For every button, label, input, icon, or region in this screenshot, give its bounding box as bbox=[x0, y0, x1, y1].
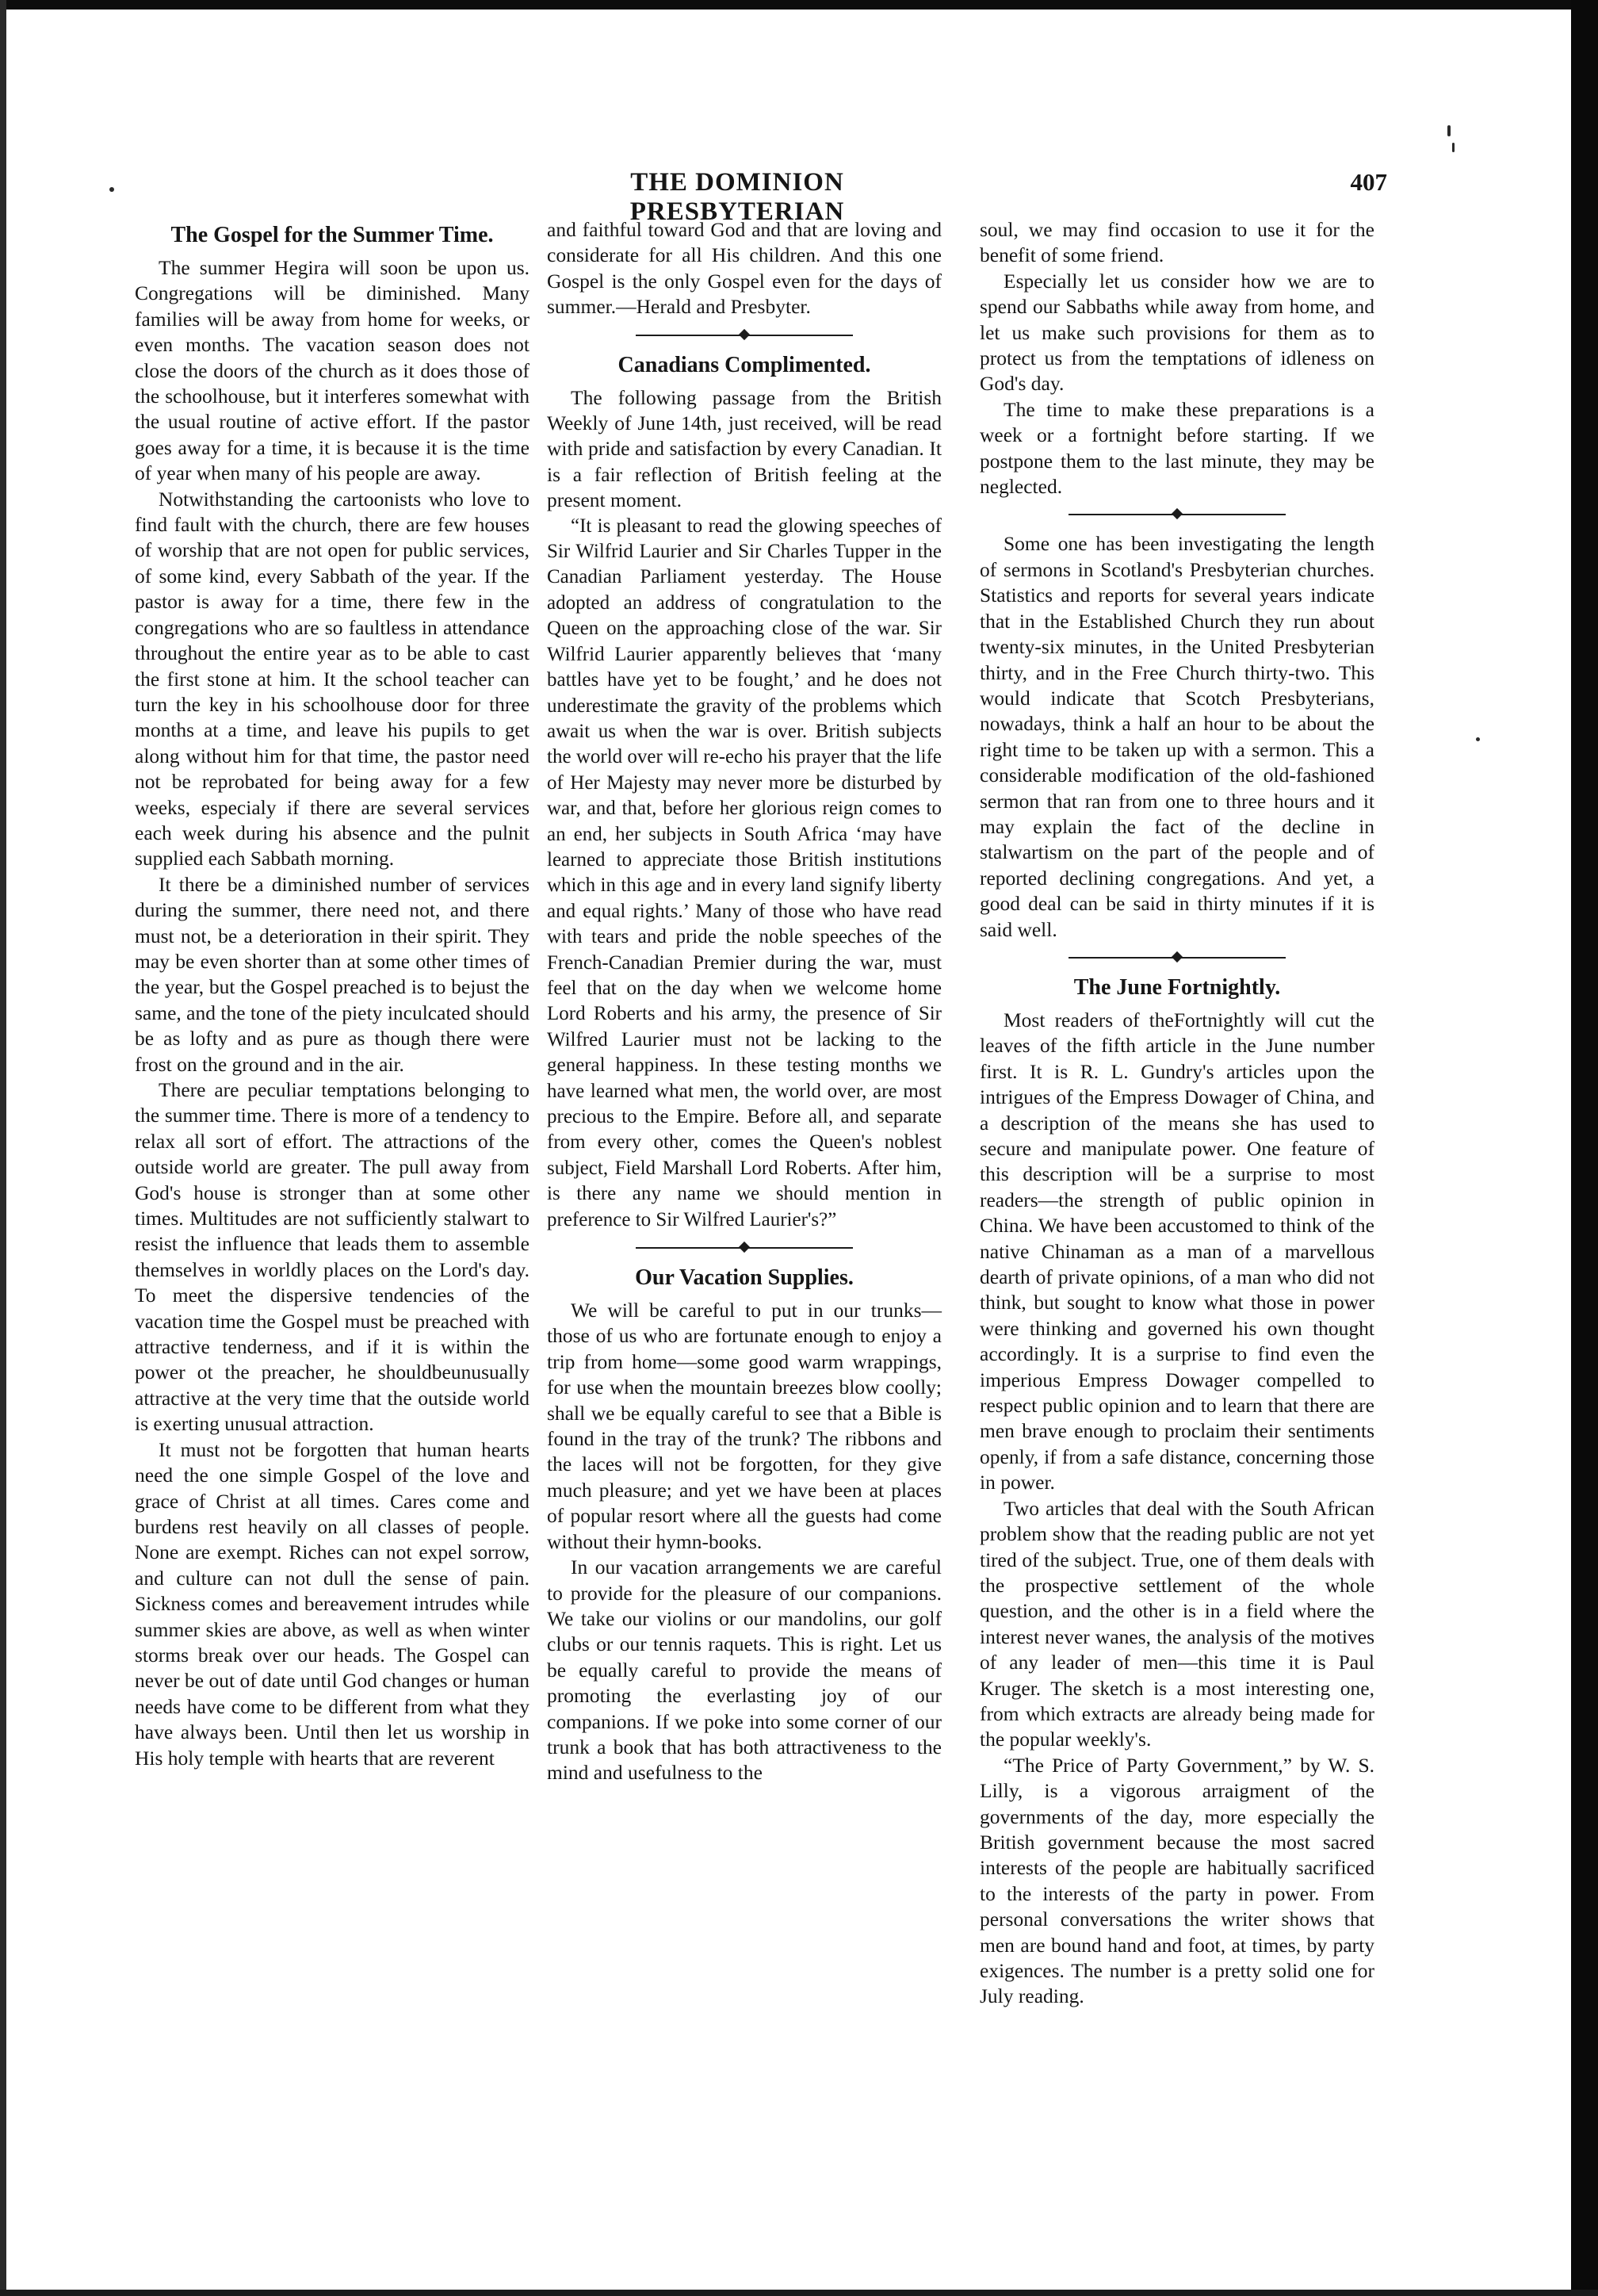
column-2 bbox=[547, 217, 942, 1786]
article-paragraph: There are peculiar temptations belonging to the summer time. There is more of a tendency to relax all sort of effort. The attractions of the outside world are greater. The pull away from God's house is stronger than at some other times. Multitudes are not sufficiently stalwart to resist the influence that leads them to assemble themselves in worldly places on the Lord's day. To meet the dispersive tendencies of the vacation time the Gospel must be preached with attractive tenderness, and if it is within the power ot the preacher, he shouldbeunusually attractive at the very time that the outside world is exerting unusual attraction. bbox=[135, 1078, 529, 1436]
article-quotation: “It is pleasant to read the glowing speeches of Sir Wilfrid Laurier and Sir Charles Tupper in the Canadian Parliament yesterday. The House adopted an address of congratulation to the Queen on the approaching close of the war. Sir Wilfrid Laurier apparently believes that ‘many battles have yet to be fought,’ and he does not underestimate the gravity of the problems which await us when the war is over. British subjects the world over will re-echo his prayer that the life of Her Majesty may never more be disturbed by war, and that, before her glorious reign comes to an end, her subjects in South Africa ‘may have learned to appreciate those British institutions which in this age and in every land signify liberty and equal rights.’ Many of those who have read with tears and pride the noble speeches of the French-Canadian Premier during the war, must feel that on the day when we welcome home Lord Roberts and his army, the presence of Sir Wilfred Laurier must not be lacking to the general happiness. In these testing months we have learned what men, the world over, are most precious to the Empire. Before all, and separate from every other, comes the Queen's noblest subject, Field Marshall Lord Roberts. After him, is there any name we should mention in preference to Sir Wilfred Laurier's?” bbox=[547, 515, 942, 1230]
page-number: 407 bbox=[1350, 168, 1387, 196]
ink-speck bbox=[1476, 737, 1480, 741]
scan-edge-top bbox=[0, 0, 1598, 10]
column-1 bbox=[135, 217, 529, 1771]
divider-diamond-icon bbox=[739, 329, 750, 340]
divider-diamond-icon bbox=[1172, 951, 1183, 962]
section-divider bbox=[547, 325, 942, 346]
article-continuation: soul, we may find occasion to use it for the benefit of some friend. bbox=[980, 218, 1374, 267]
page-header bbox=[119, 168, 1387, 226]
article-paragraph: We will be careful to put in our trunks—those of us who are fortunate enough to enjoy a trip from home—some good warm wrappings, for use when the mountain breezes blow coolly; shall we be equally careful to see that a Bible is found in the tray of the trunk? The ribbons and the laces will not be forgotten, for they give much pleasure; and yet we have been at places of popular resort where all the guests had come without their hymn-books. bbox=[547, 1299, 942, 1553]
article-title-june-fortnightly: The June Fortnightly. bbox=[1073, 974, 1281, 1000]
article-paragraph: The summer Hegira will soon be upon us. Congregations will be diminished. Many families will be away from home for weeks, or even months. The vacation season does not close the doors of the church as it does those of the schoolhouse, but it interferes somewhat with the usual routine of active effort. If the pastor goes away for a time, it is because it is the time of year when many of his people are away. bbox=[135, 256, 529, 485]
article-paragraph: In our vacation arrangements we are careful to provide for the pleasure of our companions. We take our violins or our mandolins, our golf clubs or our tennis raquets. This is right. Let us be equally careful to provide the means of promoting the everlasting joy of our companions. If we poke into some corner of our trunk a book that has both attractiveness to the mind and usefulness to the bbox=[547, 1556, 942, 1785]
article-paragraph: It must not be forgotten that human hearts need the one simple Gospel of the love and grace of Christ at all times. Cares come and burdens rest heavily on all classes of people. None are exempt. Riches can not expel sorrow, and culture can not dull the sense of pain. Sickness comes and bereavement intrudes while summer skies are above, as well as when winter storms break over our heads. The Gospel can never be out of date until God changes or human needs have come to be different from what they have always been. Until then let us worship in His holy temple with hearts that are reverent bbox=[135, 1437, 529, 1770]
article-paragraph: Some one has been investigating the length of sermons in Scotland's Presbyterian churches. Statistics and reports for several years indicate that in the Established Church they run about twenty-six minutes, in the United Presbyterian thirty, and in the Free Church thirty-two. This would indicate that Scotch Presbyterians, nowadays, think a half an hour to be about the right time to be taken up with a sermon. This a considerable modification of the old-fashioned sermon that ran from one to three hours and it may explain the fact of the decline in stalwartism on the part of the people and of reported declining congregations. And yet, a good deal can be said in thirty minutes if it is said well. bbox=[980, 532, 1374, 941]
article-paragraph: It there be a diminished number of services during the summer, there need not, and there must not, be a deterioration in their spirit. They may be even shorter than at some other times of the year, but the Gospel preached is to bejust the same, and the tone of the piety inculcated should be as lofty and as pure as though there were frost on the ground and in the air. bbox=[135, 872, 529, 1076]
article-paragraph: Most readers of theFortnightly will cut the leaves of the fifth article in the June number first. It is R. L. Gundry's articles upon the intrigues of the Empress Dowager of China, and a description of the means she has used to secure and manipulate power. One feature of this description will be a surprise to most readers—the strength of public opinion in China. We have been accustomed to think of the native Chinaman as a man of a marvellous dearth of private opinions, of a man who did not think, but sought to know what those in power were thinking and governed his own thought accordingly. It is a surprise to find even the imperious Empress Dowager compelled to respect public opinion and to learn that there are men brave enough to proclaim their sentiments openly, if from a safe distance, concerning those in power. bbox=[980, 1008, 1374, 1494]
article-paragraph: Notwithstanding the cartoonists who love to find fault with the church, there are few houses of worship that are not open for public services, of some kind, every Sabbath of the year. If the pastor is away for a time, there few in the congregations who are so faultless in attendance throughout the entire year as to be able to cast the first stone at him. It the school teacher can turn the key in his schoolhouse door for three months at a time, and leave his pupils to get along without him for that time, the pastor need not be reprobated for being away for a few weeks, especialy if there are several services each week during his absence and the pulnit supplied each Sabbath morning. bbox=[135, 487, 529, 871]
article-paragraph: The time to make these preparations is a week or a fortnight before starting. If we postpone them to the last minute, they may be neglected. bbox=[980, 397, 1374, 499]
article-title-gospel-summer: The Gospel for the Summer Time. bbox=[170, 223, 494, 247]
running-title: THE DOMINION PRESBYTERIAN bbox=[629, 168, 845, 226]
ink-speck bbox=[109, 187, 114, 192]
article-paragraph: “The Price of Party Government,” by W. S. Lilly, is a vigorous arraigment of the governments of the day, more especially the British government because the most sacred interests of the people are habitually sacrificed to the interests of the party in power. From personal conversations the writer shows that men are bound hand and foot, at times, by party exigences. The number is a pretty solid one for July reading. bbox=[980, 1753, 1374, 2008]
ink-speck bbox=[1447, 125, 1451, 136]
section-divider bbox=[547, 1238, 942, 1258]
column-3 bbox=[980, 217, 1374, 2010]
divider-diamond-icon bbox=[1172, 508, 1183, 519]
article-title-vacation-supplies: Our Vacation Supplies. bbox=[635, 1265, 854, 1291]
section-divider bbox=[980, 947, 1374, 968]
article-paragraph: Two articles that deal with the South African problem show that the reading public are not yet tired of the subject. True, one of them deals with the prospective settlement of the whole question, and the other is in a field where the interest never wanes, the analysis of the motives of any leader of men—this time it is Paul Kruger. The sketch is a most interesting one, from which extracts are already being made for the popular weekly's. bbox=[980, 1496, 1374, 1751]
ink-speck bbox=[1452, 143, 1455, 152]
scan-edge-left bbox=[0, 0, 6, 2296]
section-divider bbox=[980, 504, 1374, 525]
article-title-canadians-complimented: Canadians Complimented. bbox=[617, 352, 871, 377]
article-paragraph: The following passage from the British Weekly of June 14th, just received, will be read with pride and satisfaction by every Canadian. It is a fair reflection of British feeling at the present moment. bbox=[547, 385, 942, 512]
article-continuation: and faithful toward God and that are loving and considerate for all His children. And this one Gospel is the only Gospel even for the days of summer.—Herald and Presbyter. bbox=[547, 218, 942, 319]
scan-edge-bottom bbox=[0, 2290, 1598, 2296]
scan-edge-right bbox=[1571, 0, 1598, 2296]
article-paragraph: Especially let us consider how we are to spend our Sabbaths while away from home, and let us make such provisions for them as to protect us from the temptations of idleness on God's day. bbox=[980, 269, 1374, 396]
divider-diamond-icon bbox=[739, 1242, 750, 1253]
